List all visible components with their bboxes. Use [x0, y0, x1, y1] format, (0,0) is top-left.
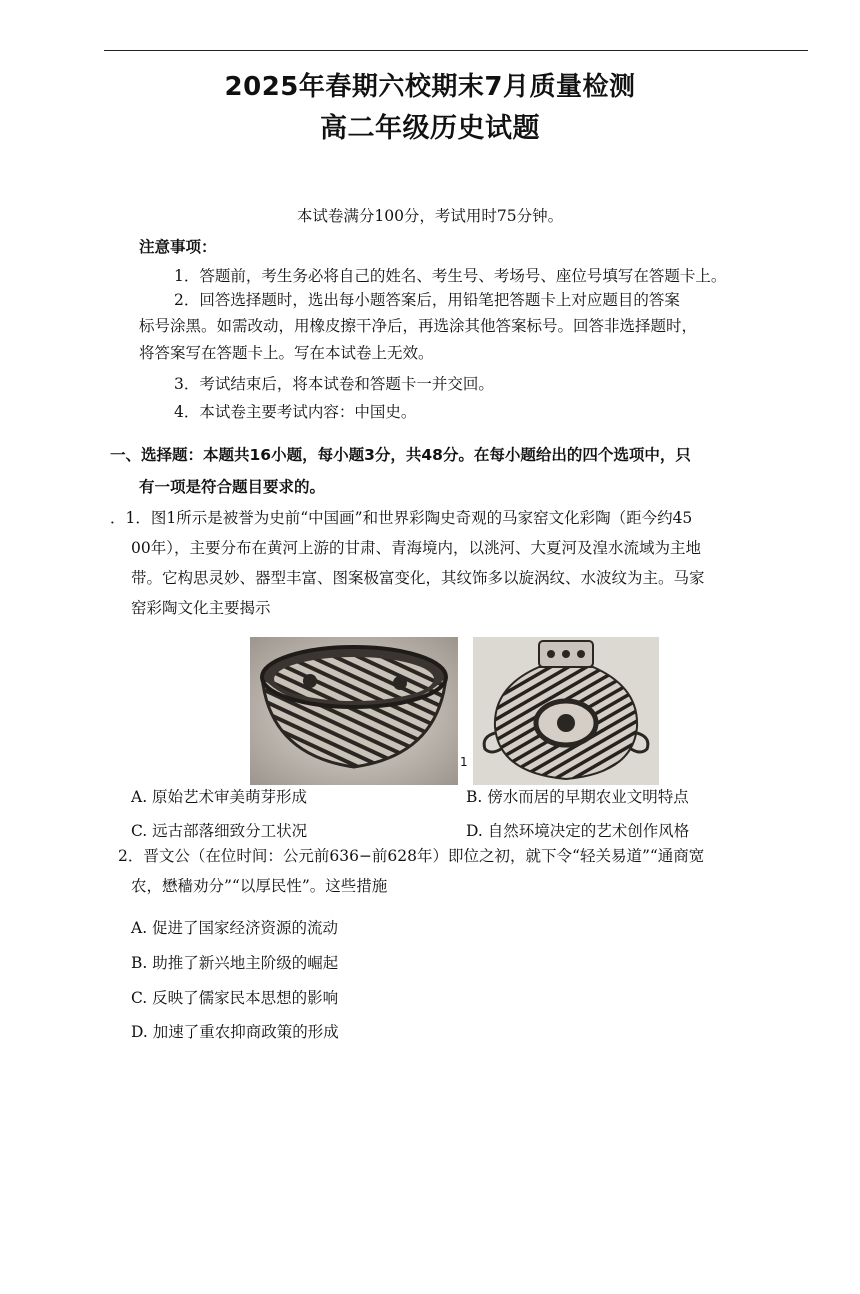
- q2-stem-line-2: 农，懋穑劝分”“以厚民性”。这些措施: [131, 877, 388, 895]
- q2-option-d: D. 加速了重农抑商政策的形成: [131, 1023, 339, 1041]
- q1-option-b: B. 傍水而居的早期农业文明特点: [466, 788, 689, 806]
- notice-item-3: 3．考试结束后，将本试卷和答题卡一并交回。: [174, 375, 494, 393]
- notice-item-2-line-2: 标号涂黑。如需改动，用橡皮擦干净后，再选涂其他答案标号。回答非选择题时，: [139, 317, 698, 335]
- notice-item-1: 1．答题前，考生务必将自己的姓名、考生号、考场号、座位号填写在答题卡上。: [174, 267, 727, 285]
- q1-option-c: C. 远古部落细致分工状况: [131, 822, 308, 840]
- majiayao-jar-image: [473, 637, 659, 785]
- q2-option-a: A. 促进了国家经济资源的流动: [131, 919, 339, 937]
- q1-stem-line-4: 窑彩陶文化主要揭示: [131, 599, 271, 617]
- section-1-heading-line-2: 有一项是符合题目要求的。: [139, 478, 326, 496]
- q1-stem-line-1: ．1．图1所示是被誉为史前“中国画”和世界彩陶史奇观的马家窑文化彩陶（距今约45: [110, 509, 693, 527]
- exam-intro: 本试卷满分100分，考试用时75分钟。: [296, 207, 564, 225]
- notice-item-2-line-1: 2．回答选择题时，选出每小题答案后，用铅笔把答题卡上对应题目的答案: [174, 291, 680, 309]
- top-rule: [104, 50, 808, 51]
- section-1-heading-line-1: 一、选择题：本题共16小题，每小题3分，共48分。在每小题给出的四个选项中，只: [110, 446, 691, 464]
- q2-stem-line-1: 2．晋文公（在位时间：公元前636−前628年）即位之初，就下令“轻关易道”“通商宽: [118, 847, 705, 865]
- notice-item-4: 4．本试卷主要考试内容：中国史。: [174, 403, 417, 421]
- q1-option-a: A. 原始艺术审美萌芽形成: [131, 788, 308, 806]
- q1-stem-line-2: 00年），主要分布在黄河上游的甘肃、青海境内，以洮河、大夏河及湟水流域为主地: [131, 539, 701, 557]
- q1-option-d: D. 自然环境决定的艺术创作风格: [466, 822, 690, 840]
- majiayao-bowl-image: [250, 637, 458, 785]
- figure-1-label: 1: [460, 755, 468, 769]
- exam-subtitle: 高二年级历史试题: [320, 113, 540, 144]
- exam-title: 2025年春期六校期末7月质量检测: [224, 72, 636, 102]
- q2-option-c: C. 反映了儒家民本思想的影响: [131, 989, 339, 1007]
- q1-stem-line-3: 带。它构思灵妙、器型丰富、图案极富变化，其纹饰多以旋涡纹、水波纹为主。马家: [131, 569, 705, 587]
- q2-option-b: B. 助推了新兴地主阶级的崛起: [131, 954, 339, 972]
- notice-heading: 注意事项：: [139, 238, 217, 256]
- notice-item-2-line-3: 将答案写在答题卡上。写在本试卷上无效。: [139, 344, 434, 362]
